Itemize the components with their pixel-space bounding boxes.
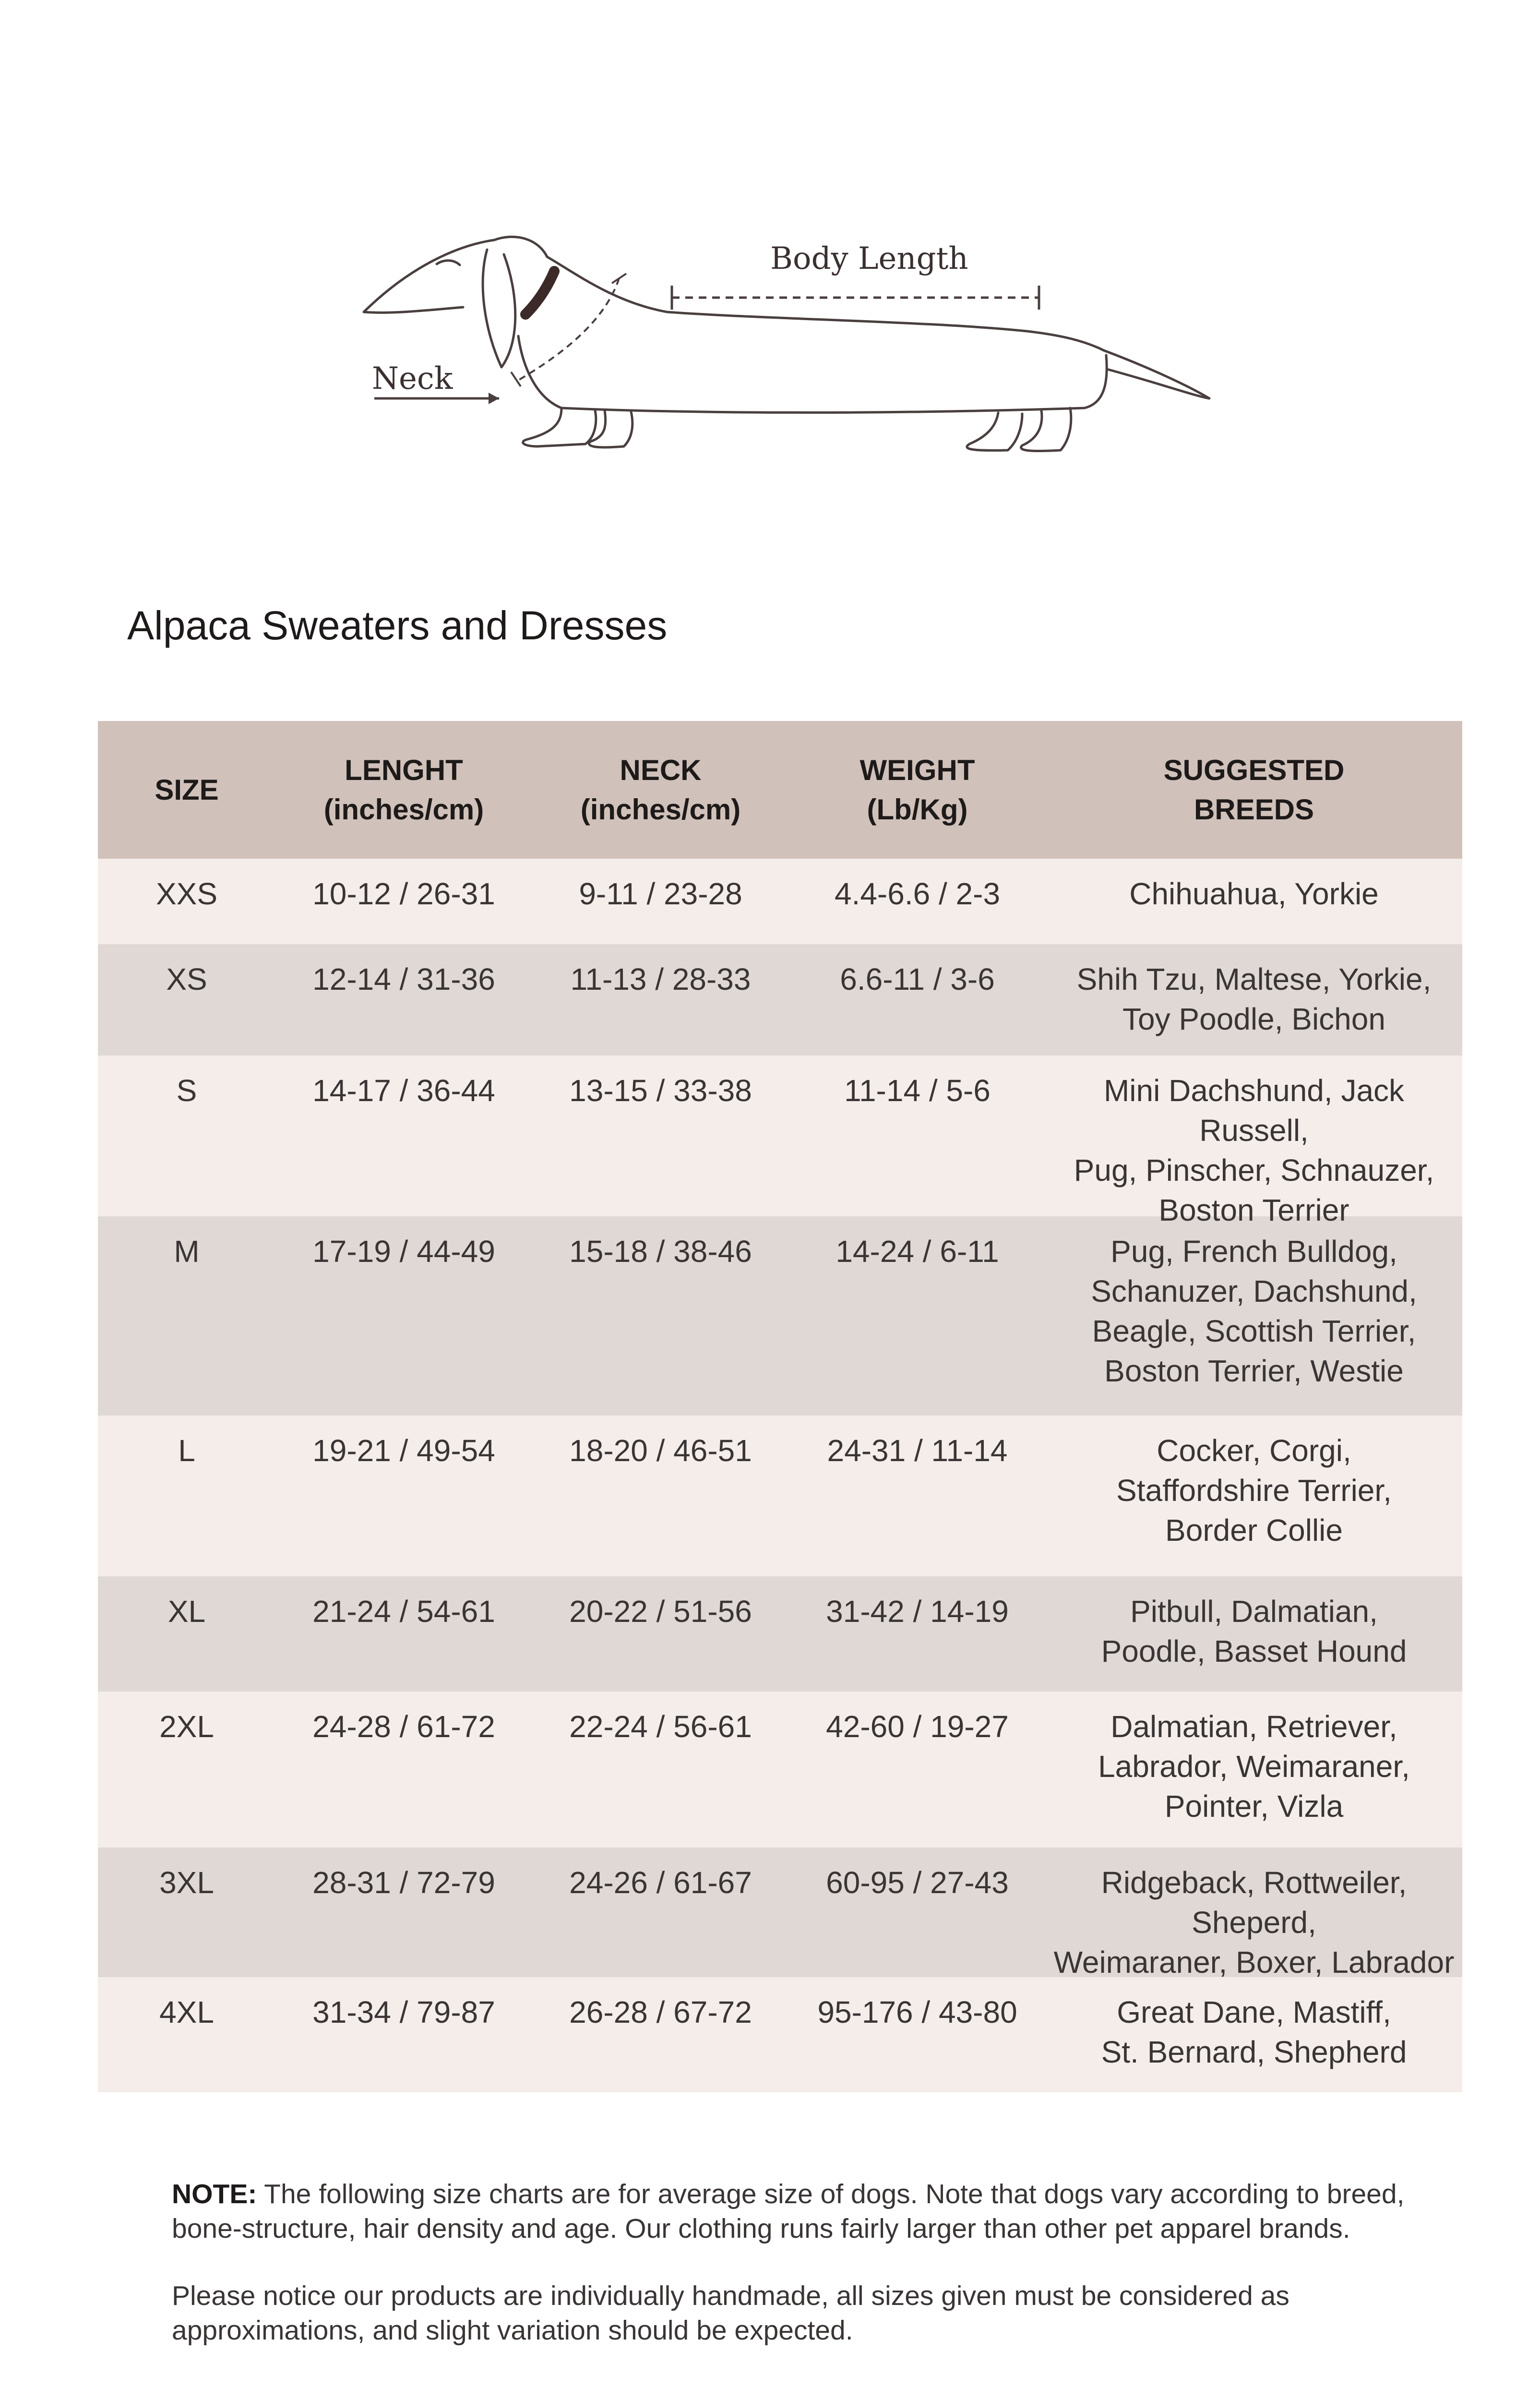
cell-breeds: Pitbull, Dalmatian, Poodle, Basset Hound <box>1101 1594 1407 1668</box>
table-row <box>98 1848 1462 1980</box>
cell-length: 10-12 / 26-31 <box>312 876 495 911</box>
cell-weight: 24-31 / 11-14 <box>827 1433 1008 1468</box>
cell-weight: 42-60 / 19-27 <box>826 1709 1009 1744</box>
dog-collar <box>525 271 554 314</box>
dog-eye <box>437 261 460 265</box>
cell-breeds: Pug, French Bulldog, Schanuzer, Dachshund, Beagle, Scottish Terrier, Boston Terrier, Westie <box>1091 1234 1417 1388</box>
cell-neck: 15-18 / 38-46 <box>569 1234 752 1269</box>
cell-length: 17-19 / 44-49 <box>312 1234 495 1269</box>
table-row <box>98 944 1462 1056</box>
cell-neck: 22-24 / 56-61 <box>569 1709 752 1744</box>
cell-size: 2XL <box>159 1709 214 1744</box>
note-text-line-2: bone-structure, hair density and age. Our clothing runs fairly larger than other pet apparel brands. <box>172 2213 1350 2244</box>
cell-size: M <box>174 1234 200 1269</box>
cell-size: S <box>176 1073 197 1108</box>
dog-back-leg <box>967 413 1022 450</box>
table-header-row <box>98 721 1462 859</box>
cell-size: L <box>178 1433 195 1468</box>
cell-neck: 20-22 / 51-56 <box>569 1594 752 1629</box>
cell-length: 21-24 / 54-61 <box>312 1594 495 1629</box>
note-text-line-1: The following size charts are for average size of dogs. Note that dogs vary according to breed, <box>257 2179 1405 2209</box>
cell-breeds: Great Dane, Mastiff, St. Bernard, Shepherd <box>1101 1995 1407 2069</box>
header-size: SIZE <box>155 773 219 806</box>
cell-size: XXS <box>155 876 218 911</box>
cell-neck: 9-11 / 23-28 <box>579 876 742 911</box>
header-weight: WEIGHT (Lb/Kg) <box>860 754 975 826</box>
dog-head-outline <box>364 240 494 312</box>
cell-size: 4XL <box>159 1995 214 2029</box>
header-breeds: SUGGESTED BREEDS <box>1163 754 1345 826</box>
body-length-label: Body Length <box>770 241 968 276</box>
cell-neck: 18-20 / 46-51 <box>569 1433 752 1468</box>
cell-size: 3XL <box>159 1865 214 1900</box>
cell-weight: 60-95 / 27-43 <box>826 1865 1009 1900</box>
header-length: LENGHT (inches/cm) <box>323 754 484 826</box>
cell-neck: 26-28 / 67-72 <box>569 1995 752 2029</box>
cell-length: 31-34 / 79-87 <box>312 1995 495 2029</box>
cell-length: 19-21 / 49-54 <box>312 1433 495 1468</box>
table-row <box>98 1216 1462 1416</box>
cell-breeds: Cocker, Corgi, Staffordshire Terrier, Border Collie <box>1116 1433 1392 1548</box>
cell-weight: 4.4-6.6 / 2-3 <box>834 876 1001 911</box>
cell-neck: 24-26 / 61-67 <box>569 1865 752 1900</box>
cell-weight: 14-24 / 6-11 <box>836 1234 999 1269</box>
cell-breeds: Shih Tzu, Maltese, Yorkie, Toy Poodle, Bichon <box>1076 962 1432 1036</box>
cell-size: XS <box>166 962 207 996</box>
table-row <box>98 859 1462 944</box>
dachshund-measurement-diagram <box>336 211 1224 509</box>
header-neck: NECK (inches/cm) <box>580 754 741 826</box>
note-text-line-3: Please notice our products are individually handmade, all sizes given must be considered as <box>172 2280 1289 2311</box>
table-row <box>98 1576 1462 1692</box>
table-row <box>98 1416 1462 1576</box>
size-note <box>172 2177 1420 2348</box>
note-label: NOTE: <box>172 2179 257 2209</box>
size-chart-table <box>98 721 1462 2092</box>
dog-ear <box>483 250 515 367</box>
neck-measure-line <box>516 278 619 382</box>
cell-weight: 11-14 / 5-6 <box>844 1073 991 1108</box>
cell-weight: 31-42 / 14-19 <box>826 1594 1009 1629</box>
cell-length: 14-17 / 36-44 <box>312 1073 495 1108</box>
table-row <box>98 1692 1462 1848</box>
note-text-line-4: approximations, and slight variation should be expected. <box>172 2315 853 2346</box>
dog-tail <box>1104 350 1209 398</box>
cell-breeds: Chihuahua, Yorkie <box>1129 876 1379 911</box>
note-paragraph-2 <box>172 2279 1420 2348</box>
dog-belly <box>518 336 1107 412</box>
cell-breeds: Dalmatian, Retriever, Labrador, Weimaraner, Pointer, Vizla <box>1098 1709 1410 1824</box>
cell-weight: 95-176 / 43-80 <box>817 1995 1017 2029</box>
cell-weight: 6.6-11 / 3-6 <box>840 962 995 996</box>
cell-neck: 13-15 / 33-38 <box>569 1073 752 1108</box>
table-row <box>98 1056 1462 1227</box>
dog-head-top <box>494 237 547 257</box>
dog-front-leg <box>523 408 596 446</box>
cell-neck: 11-13 / 28-33 <box>570 962 751 996</box>
neck-label: Neck <box>372 361 453 396</box>
note-paragraph-1 <box>172 2177 1420 2246</box>
cell-breeds: Ridgeback, Rottweiler, Sheperd, Weimaraner, Boxer, Labrador <box>1053 1865 1455 1980</box>
dog-back-paw <box>1021 408 1071 451</box>
cell-length: 12-14 / 31-36 <box>312 962 495 996</box>
cell-length: 24-28 / 61-72 <box>312 1709 495 1744</box>
table-row <box>98 1977 1462 2092</box>
cell-size: XL <box>167 1594 206 1629</box>
page-title: Alpaca Sweaters and Dresses <box>127 603 668 648</box>
cell-breeds: Mini Dachshund, Jack Russell, Pug, Pinscher, Schnauzer, Boston Terrier <box>1074 1073 1434 1227</box>
cell-length: 28-31 / 72-79 <box>312 1865 495 1900</box>
